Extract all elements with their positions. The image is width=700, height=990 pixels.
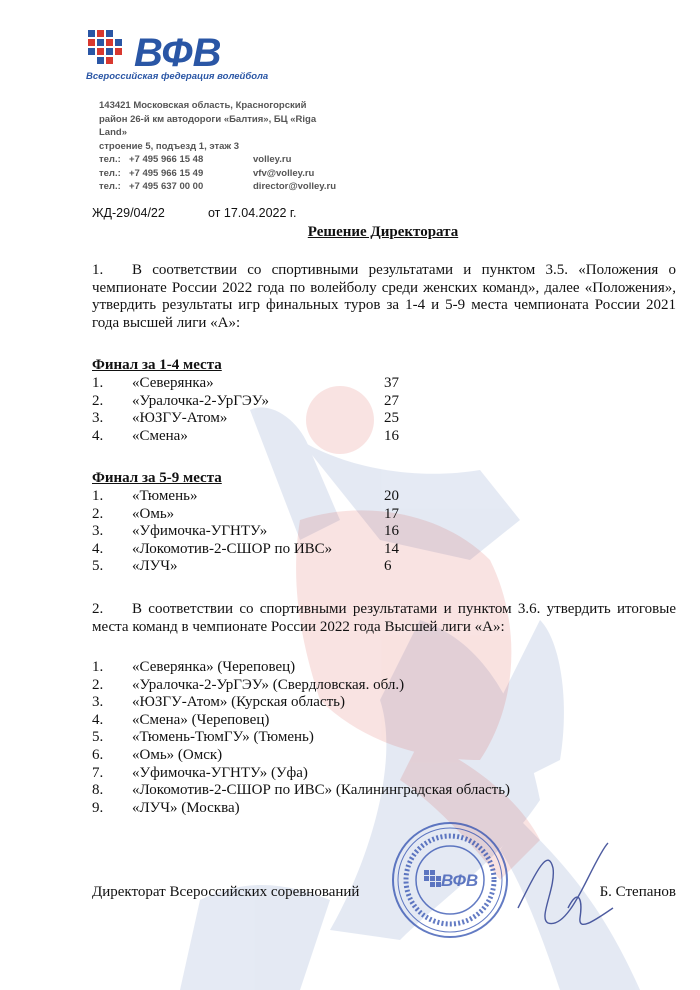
final-standings-list (92, 659, 652, 817)
item-number: 3. (92, 523, 104, 540)
official-stamp (390, 820, 510, 940)
team-points: 20 (384, 488, 399, 504)
item-number: 9. (92, 799, 104, 816)
team-name: «Тюмень-ТюмГУ» (Тюмень) (132, 729, 314, 746)
contact-phone: +7 495 637 00 00 (129, 181, 204, 193)
address-line: строение 5, подъезд 1, этаж 3 (99, 140, 240, 152)
team-name: «Уфимочка-УГНТУ» (132, 523, 268, 540)
contact-phone: +7 495 966 15 48 (129, 154, 204, 165)
org-name: Всероссийская федерация волейбола (86, 71, 269, 82)
list-item (92, 558, 512, 576)
final-5-9-heading: Финал за 5-9 места (92, 470, 222, 486)
team-name: «Северянка» (Череповец) (132, 659, 296, 675)
final-1-4-heading: Финал за 1-4 места (92, 357, 222, 373)
contact-label: тел.: (99, 167, 121, 179)
team-points: 16 (384, 427, 399, 444)
team-points: 16 (384, 523, 399, 540)
item-number: 7. (92, 764, 104, 781)
team-points: 17 (384, 505, 399, 522)
list-item (92, 523, 512, 541)
item-number: 6. (92, 746, 104, 763)
paragraph-text: В соответствии со спортивными результатами и пунктом 3.5. «Положения о чемпионате России 2022 года по волейболу среди женских команд», далее «Положения», утвердить результаты игр финальных туров за 1-4 и 5-9 места чемпионата России 2021 года высшей лиги «А»: (92, 262, 676, 331)
list-item (92, 800, 652, 818)
contact-label: тел.: (99, 181, 121, 193)
item-number: 1. (92, 659, 104, 675)
team-name: «Омь» (Омск) (132, 746, 223, 763)
item-number: 2. (92, 392, 104, 409)
list-item (92, 659, 652, 677)
team-points: 14 (384, 540, 399, 557)
team-name: «Тюмень» (132, 488, 198, 504)
team-name: «Северянка» (132, 375, 214, 391)
document-title: Решение Директората (307, 224, 459, 240)
list-item (92, 712, 652, 730)
list-item (92, 747, 652, 765)
team-points: 6 (384, 558, 392, 575)
item-number: 4. (92, 711, 104, 728)
team-points: 37 (384, 375, 399, 391)
team-name: «ЮЗГУ-Атом» (132, 410, 228, 427)
contact-row (99, 167, 336, 181)
paragraph-2 (92, 601, 676, 636)
contact-extra: volley.ru (253, 154, 292, 165)
handwritten-signature (508, 838, 618, 938)
contact-extra: director@volley.ru (253, 181, 336, 193)
team-name: «Локомотив-2-СШОР по ИВС» (132, 540, 333, 557)
ref-date: от 17.04.2022 г. (208, 206, 297, 220)
signatory-name: Б. Степанов (599, 884, 676, 900)
item-number: 5. (92, 729, 104, 746)
item-number: 3. (92, 694, 104, 711)
team-name: «Смена» (132, 427, 188, 444)
address-line: Land» (99, 127, 127, 139)
final-5-9-list (92, 488, 512, 576)
list-item (92, 782, 652, 800)
list-item (92, 393, 512, 411)
list-item (92, 506, 512, 524)
list-item (92, 694, 652, 712)
team-name: «Уфимочка-УГНТУ» (Уфа) (132, 764, 308, 781)
contact-row (99, 180, 336, 194)
item-number: 1. (92, 488, 104, 504)
team-points: 27 (384, 392, 399, 409)
team-name: «Смена» (Череповец) (132, 711, 270, 728)
team-name: «Омь» (132, 505, 175, 522)
team-points: 25 (384, 410, 399, 427)
team-name: «Уралочка-2-УрГЭУ» (Свердловская. обл.) (132, 676, 405, 693)
list-item (92, 488, 512, 506)
paragraph-number: 1. (92, 262, 104, 278)
team-name: «ЛУЧ» (Москва) (132, 799, 240, 816)
list-item (92, 729, 652, 747)
signatory-org: Директорат Всероссийских соревнований (92, 884, 360, 900)
team-name: «ЛУЧ» (132, 558, 178, 575)
stamp-text: ВФВ (441, 871, 479, 890)
item-number: 2. (92, 505, 104, 522)
address-block (99, 99, 329, 153)
paragraph-text: В соответствии со спортивными результатами и пунктом 3.6. утвердить итоговые места команд в чемпионате России 2022 года Высшей лиги «А»: (92, 601, 676, 635)
team-name: «Локомотив-2-СШОР по ИВС» (Калининградская область) (132, 782, 511, 799)
team-name: «Уралочка-2-УрГЭУ» (132, 392, 269, 409)
address-line: 143421 Московская область, Красногорский (99, 100, 307, 111)
item-number: 4. (92, 427, 104, 444)
list-item (92, 410, 512, 428)
item-number: 8. (92, 782, 104, 799)
paragraph-1 (92, 262, 676, 332)
logo-text: ВФВ (134, 31, 222, 75)
item-number: 3. (92, 410, 104, 427)
ref-number: ЖД-29/04/22 (92, 206, 165, 220)
item-number: 4. (92, 540, 104, 557)
list-item (92, 541, 512, 559)
list-item (92, 677, 652, 695)
item-number: 2. (92, 676, 104, 693)
contact-label: тел.: (99, 154, 121, 165)
paragraph-number: 2. (92, 601, 104, 617)
list-item (92, 375, 512, 393)
reference-line (92, 206, 297, 220)
team-name: «ЮЗГУ-Атом» (Курская область) (132, 694, 345, 711)
contact-phone: +7 495 966 15 49 (129, 167, 204, 179)
list-item (92, 428, 512, 446)
contact-row (99, 153, 336, 167)
item-number: 5. (92, 558, 104, 575)
contact-extra: vfv@volley.ru (253, 167, 315, 179)
address-line: район 26-й км автодороги «Балтия», БЦ «Riga (99, 113, 317, 125)
contacts-block (99, 153, 336, 194)
item-number: 1. (92, 375, 104, 391)
final-1-4-list (92, 375, 512, 445)
list-item (92, 765, 652, 783)
